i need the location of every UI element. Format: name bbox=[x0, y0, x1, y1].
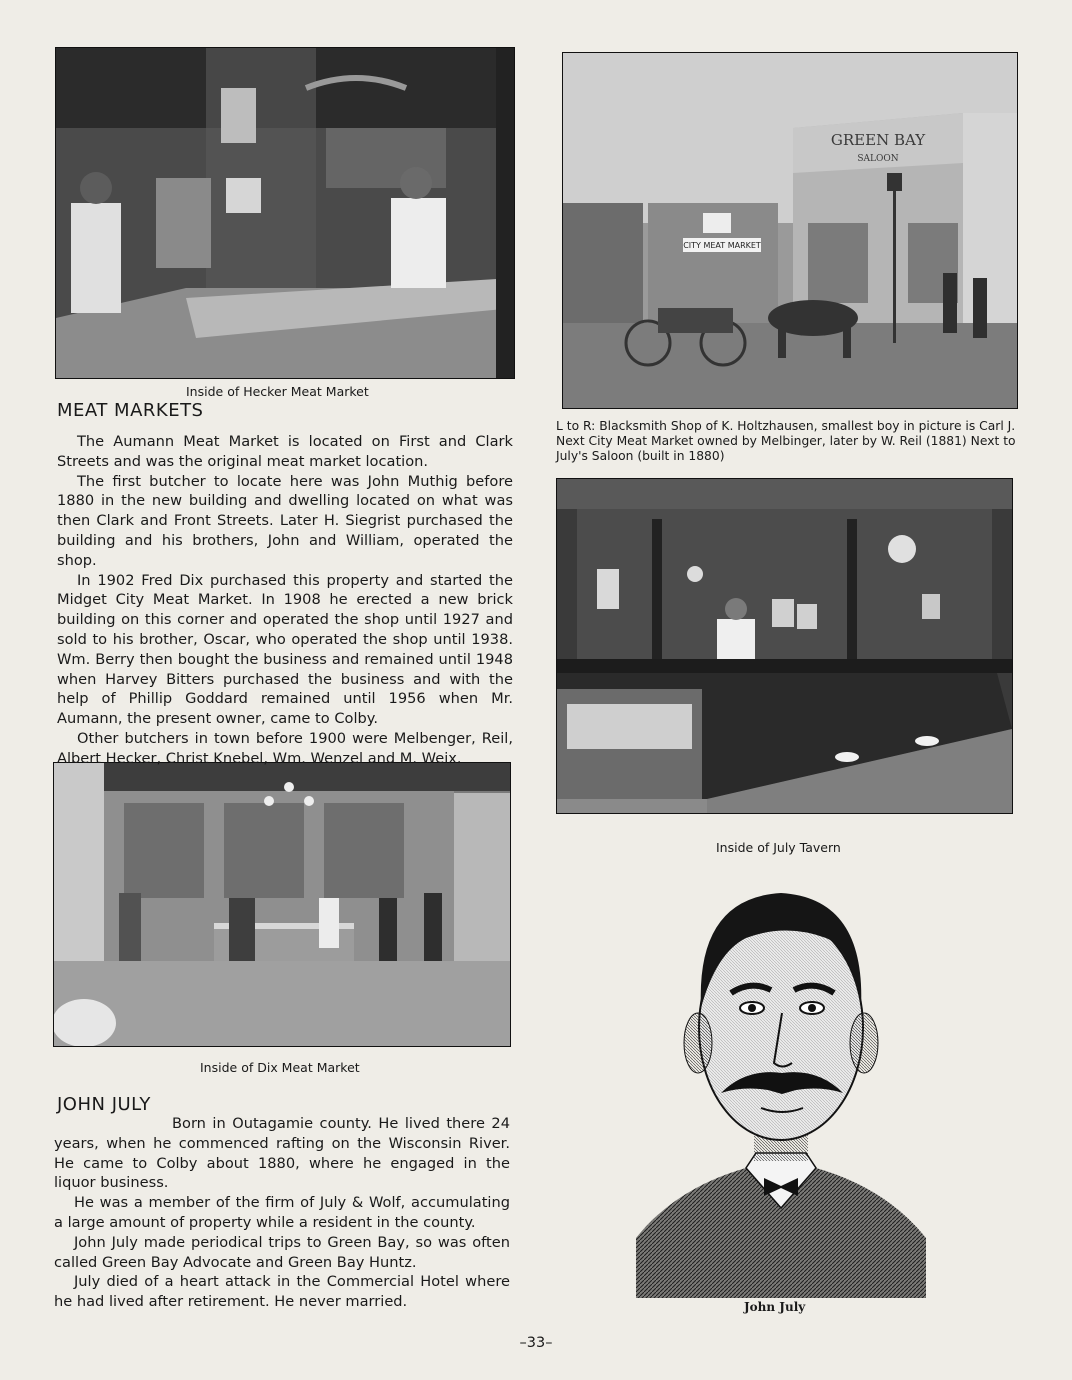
john-july-article bbox=[54, 1114, 510, 1312]
july-tavern-photo bbox=[556, 478, 1013, 814]
meat-markets-heading: MEAT MARKETS bbox=[57, 400, 204, 421]
john-july-heading: JOHN JULY bbox=[57, 1094, 151, 1115]
john-july-paragraph: John July made periodical trips to Green Bay, so was often called Green Bay Advocate and Green Bay Huntz. bbox=[54, 1233, 510, 1271]
saloon-sign: SALOON bbox=[857, 154, 899, 164]
street-photo-caption: L to R: Blacksmith Shop of K. Holtzhausen, smallest boy in picture is Carl J. Next City Meat Market owned by Melbinger, later by W. Reil (1881) Next to July's Saloon (built in 1880) bbox=[556, 419, 1016, 463]
dix-meat-market-photo bbox=[53, 762, 511, 1047]
meat-markets-paragraph: The first butcher to locate here was John Muthig before 1880 in the new building and dwelling located on what was then Clark and Front Streets. Later H. Siegrist purchased the building and his brothers, John and William, operated the shop. bbox=[57, 472, 513, 569]
meat-markets-paragraph: In 1902 Fred Dix purchased this property and started the Midget City Meat Market. In 1908 he erected a new brick building on this corner and operated the shop until 1927 and sold to his brother, Oscar, who operated the shop until 1938. Wm. Berry then bought the business and remained until 1948 when Harvey Bitters purchased the business and with the help of Phillip Goddard remained until 1956 when Mr. Aumann, the present owner, came to Colby. bbox=[57, 571, 513, 728]
meat-markets-paragraph: The Aumann Meat Market is located on First and Clark Streets and was the original meat market location. bbox=[57, 433, 513, 470]
hecker-meat-market-photo bbox=[55, 47, 515, 379]
john-july-paragraph: July died of a heart attack in the Commercial Hotel where he had lived after retirement. He never married. bbox=[54, 1273, 510, 1311]
john-july-paragraph: He was a member of the firm of July & Wolf, accumulating a large amount of property while a resident in the county. bbox=[54, 1194, 510, 1231]
john-july-portrait bbox=[636, 868, 926, 1298]
green-bay-sign: GREEN BAY bbox=[830, 131, 926, 149]
colby-street-scene-photo bbox=[562, 52, 1018, 409]
hecker-photo-caption: Inside of Hecker Meat Market bbox=[186, 384, 369, 399]
meat-markets-article bbox=[57, 432, 513, 769]
portrait-caption: John July bbox=[744, 1300, 806, 1314]
city-meat-market-sign: CITY MEAT MARKET bbox=[683, 241, 761, 250]
meat-markets-paragraph: Other butchers in town before 1900 were Melbenger, Reil, Albert Hecker, Christ Knebel, Wm. Wenzel and M. Weix. bbox=[57, 729, 513, 767]
dix-photo-caption: Inside of Dix Meat Market bbox=[200, 1060, 360, 1075]
page-number: –33– bbox=[519, 1335, 553, 1351]
john-july-paragraph: Born in Outagamie county. He lived there 24 years, when he commenced rafting on the Wisconsin River. He came to Colby about 1880, where he engaged in the liquor business. bbox=[54, 1115, 510, 1192]
tavern-photo-caption: Inside of July Tavern bbox=[716, 840, 841, 855]
